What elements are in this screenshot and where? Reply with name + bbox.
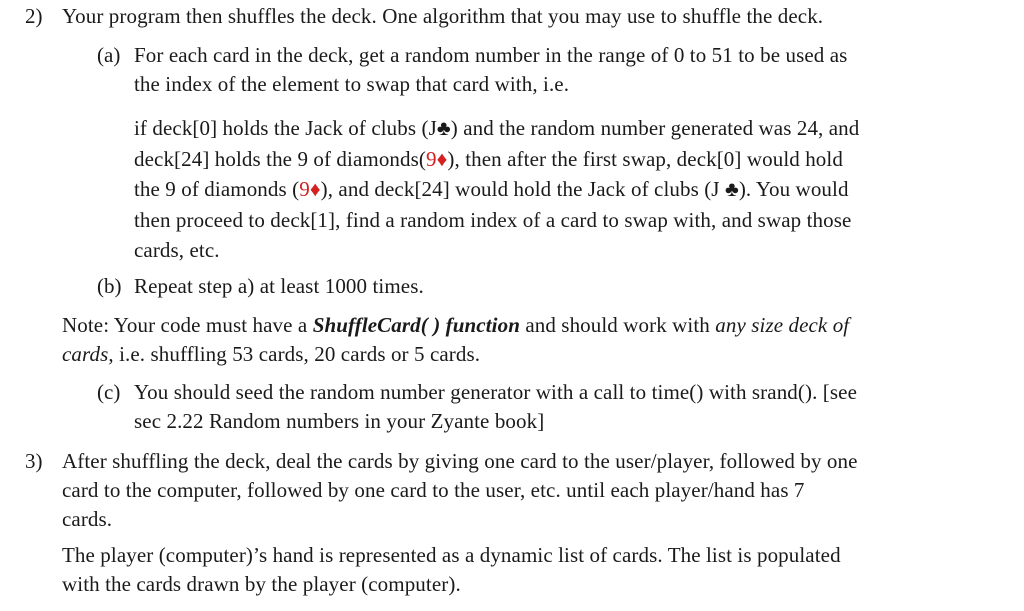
hand-line-1: The player (computer)’s hand is represented as a dynamic list of cards. The list is populated <box>62 543 841 567</box>
example-text: ) and the random number generated was 24, and <box>450 116 860 140</box>
item-2b-text <box>134 272 424 301</box>
item-3-text <box>62 447 858 534</box>
note-text: and should work with <box>519 313 716 337</box>
item-2c-label: (c) <box>97 380 121 404</box>
example-text: ). You would <box>738 177 849 201</box>
example-text: ), then after the first swap, deck[0] would hold <box>447 146 843 171</box>
item-3-line-2: card to the computer, followed by one card to the user, etc. until each player/hand has 7 <box>62 478 805 502</box>
clubs-suit-icon: ♣ <box>724 177 739 201</box>
note-line-2 <box>62 340 849 369</box>
item-2c-line-1: You should seed the random number generator with a call to time() with srand(). [see <box>134 380 857 404</box>
nine-of-diamonds-red: 9♦ <box>426 146 448 171</box>
example-line-4: then proceed to deck[1], find a random index of a card to swap with, and swap those <box>134 207 852 232</box>
note-text: , i.e. shuffling 53 cards, 20 cards or 5 cards. <box>108 342 481 366</box>
example-text: the 9 of diamonds ( <box>134 177 300 201</box>
item-2a-text <box>134 41 847 99</box>
item-2-heading <box>62 2 823 31</box>
item-3-line-1: After shuffling the deck, deal the cards by giving one card to the user/player, followed by one <box>62 449 858 473</box>
item-2c-text <box>134 378 857 436</box>
item-2-heading-text: Your program then shuffles the deck. One algorithm that you may use to shuffle the deck. <box>62 4 824 28</box>
item-3-number: 3) <box>25 449 43 473</box>
item-2b-line: Repeat step a) at least 1000 times. <box>134 274 424 298</box>
note-emphasis: any size deck of <box>715 313 850 337</box>
example-text: ), and deck[24] would hold the Jack of clubs (J <box>320 177 725 201</box>
note-text: Note: Your code must have a <box>62 313 313 337</box>
clubs-suit-icon: ♣ <box>436 116 451 140</box>
hand-line-2: with the cards drawn by the player (computer). <box>62 572 461 596</box>
item-2a-line-2: the index of the element to swap that card with, i.e. <box>134 72 570 96</box>
item-2-number: 2) <box>25 4 43 28</box>
shufflecard-function-name: ShuffleCard( ) function <box>312 313 520 337</box>
example-text: if deck[0] holds the Jack of clubs (J <box>134 116 437 140</box>
example-line-3 <box>134 174 859 205</box>
example-text: deck[24] holds the 9 of diamonds( <box>134 146 426 171</box>
note-line-1 <box>62 311 849 340</box>
item-2b-label: (b) <box>97 274 122 298</box>
item-2a-label: (a) <box>97 43 121 67</box>
nine-of-diamonds-red: 9♦ <box>299 177 321 201</box>
example-line-1 <box>134 113 859 144</box>
swap-example-paragraph <box>134 113 859 266</box>
hand-description-paragraph <box>62 541 841 599</box>
note-paragraph <box>62 311 849 369</box>
example-line-2 <box>134 144 859 175</box>
note-emphasis: cards <box>62 342 109 366</box>
item-3-line-3: cards. <box>62 507 113 531</box>
example-line-5: cards, etc. <box>134 238 220 262</box>
item-2a-line-1: For each card in the deck, get a random number in the range of 0 to 51 to be used as <box>134 43 848 67</box>
item-2c-line-2: sec 2.22 Random numbers in your Zyante book] <box>134 409 545 433</box>
